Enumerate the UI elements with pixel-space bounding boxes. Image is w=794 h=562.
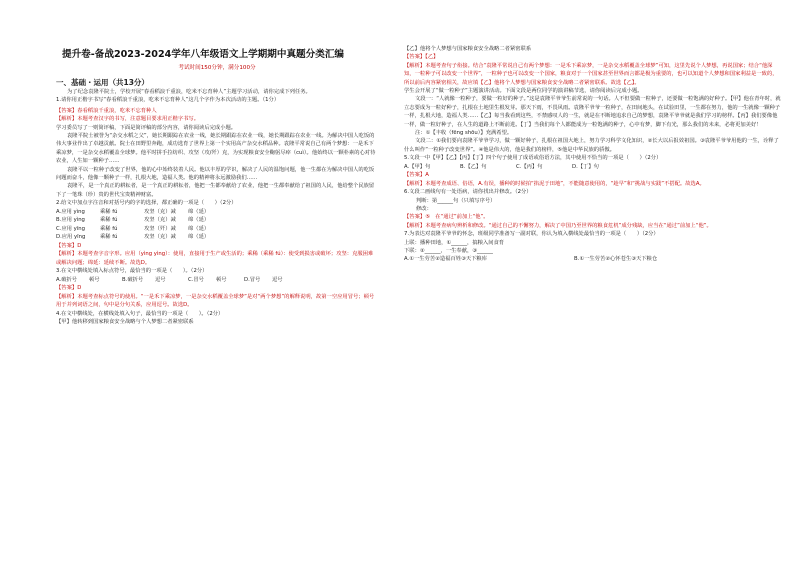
q5-option-text: D.【丁】句 bbox=[572, 163, 599, 170]
q2-option-text: A.应用 yìng bbox=[56, 208, 85, 215]
q5-option-text: B.【乙】句 bbox=[460, 163, 487, 170]
q4-option-text: 【乙】他将个人梦想与国家粮食安全战略二者紧密联系 bbox=[404, 46, 532, 52]
reading-intro: 学习委员写了一则简评稿，下面是简评稿的部分内容，请你阅读后完成小题。 bbox=[56, 124, 237, 131]
q3-option-text: 顿号 bbox=[216, 276, 227, 283]
answer-3: 【答案】D bbox=[56, 285, 82, 292]
q6-fix-line: 修改： bbox=[416, 205, 432, 212]
q3-option-text: 逗号 bbox=[272, 276, 283, 283]
q2-option-row bbox=[56, 216, 378, 225]
question-6: 6.文段二画线句有一处语病，请你找出并修改。（2分） bbox=[404, 189, 532, 196]
left-column bbox=[0, 0, 388, 562]
passage-para-3: 袁隆平，是一个真正的耕耘者，是一个真正的耕耘者，他把一生都奉献给了农业，他把一生都奉献给了祖国的人民，他给整个民族留下了一笔珠（珍）贵的世代宝贵精神财富。 bbox=[56, 183, 375, 198]
q3-option-text: 顿号 bbox=[89, 276, 100, 283]
speech-text-1: 文段一：“人就像一粒种子，要做一粒好的种子。”这是袁隆平爷爷生前常说的一句话。人不但要做一粒种子，还要做一粒饱满的好种子。【甲】他在青年时，就立志要成为一粒好种子，扎根在土地里生根发芽。那天下雨，不畏风雨。袁隆平爷爷一粒种子，在田间地头，在试验田里，一生都在努力，他的一生就像一颗种子一样，扎根大地，造福人类……【乙】每当我看到这些，不禁感叹人的一生，就是在不断地追求自己的梦想，袁隆平爷爷就是我们学习的榜样。【丙】我们要像他一样，做一粒好种子，在人生的道路上不断前进。【丁】当我们每个人都能成为一粒饱满的种子，心中有梦，脚下有光，那么我们的未来，必将更加美好！ bbox=[404, 96, 781, 128]
question-4: 4.在文中横线处，在横线处填入句子，最恰当的一项是（ ）。（2分） bbox=[56, 310, 224, 317]
q7-option-row bbox=[404, 255, 782, 264]
passage-para-1: 袁隆平院士被誉为“杂交水稻之父”，她长期跟踪在农业一线，她长期跟踪在农业一线，她长期跟踪在农业一线。为解决中国人吃饭的伟大事业作出了卓越贡献。院士在田野里奔跑，成功选育了世界上第一个实用高产杂交水稻品种。袁隆平常说自己有两个梦想：一是禾下乘凉梦，一是杂交水稻覆盖全球梦。他平时拼手拉纺织、攻坚（攻/歼）克，为实现粮食安全鞠躬尽瘁（cuì）。他始终以一颗朴素的心对待农业，人生如一颗种子…… bbox=[56, 133, 376, 165]
answer-5: 【答案】A bbox=[404, 172, 429, 179]
q7-option-text: B.①一生劳苦②心怀苍生③天下粮仓 bbox=[574, 256, 658, 263]
analysis-2: 【解析】本题考查字音字形。应用（yìng yìng）：使用，直接用于生产或生活的；乘稀（乘稀 fú）：使受到损害或破坏；攻坚：克服困难或解决问题；绵延：延续不断。故选D。 bbox=[56, 251, 374, 266]
q3-option-text: B.破折号 bbox=[122, 276, 144, 283]
q3-option-text: A.破折号 bbox=[56, 276, 78, 283]
couplet-lower: 下联：②______，一生奉献，③______ bbox=[404, 247, 493, 254]
q3-option-text: C.冒号 bbox=[188, 276, 204, 283]
question-7: 7.为表达对袁隆平爷爷的怀念，班级同学准备写一副对联，你认为填入横线处最恰当的一项是（ ）（2分） bbox=[404, 231, 659, 238]
q3-option-row bbox=[56, 276, 378, 285]
analysis-1: 【解析】本题考查汉字的书写，注意题目要求用正楷字书写。 bbox=[56, 116, 200, 123]
q2-option-text: 攻坚（歼）减 bbox=[144, 225, 176, 232]
q6-judge-line: 判断：第______句（只填写序号） bbox=[416, 197, 496, 204]
question-3: 3.在文中横线处填入标点符号，最恰当的一项是（ ）。（2分） bbox=[56, 268, 208, 275]
passage-para-2: 袁隆平以一粒种子改变了世界，他的心中始终装着人民。他以丰厚的学识，解决了人民的温饱问题，他一生都在为解决中国人的吃饭问题而奋斗，他像一颗种子一样，扎根大地，造福人类。他的精神将永远激励我们…… bbox=[56, 166, 375, 182]
q2-option-text: 攻坚（克）减 bbox=[144, 234, 176, 241]
right-column bbox=[402, 0, 790, 562]
answer-1: 【答案】春看稻浪千重浪，吃米不忘育种人 bbox=[56, 107, 157, 114]
analysis-6: 【解析】本题考查病句辨析和修改。“通过自己的不懈努力，解决了中国乃至世界的粮食危机”成分残缺，应当在“通过”前加上“他”。 bbox=[404, 222, 712, 229]
speech-text-2: 文段二：①我们要向袁隆平爷爷学习，做一颗好种子，扎根在祖国大地上，努力学习科学文化知识，②长大以后报效祖国。③袁隆平爷爷用他的一生，诠释了什么叫作“一粒种子改变世界”。④他是伟大的，他是我们的榜样，⑤他是中华民族的骄傲。 bbox=[404, 138, 779, 153]
q2-option-text: D.应用 yīng bbox=[56, 234, 86, 241]
analysis-3: 【解析】本题考查标点符号的使用。“一是禾下乘凉梦，一是杂交水稻覆盖全球梦”是对“两个梦想”的解释说明，故第一空应用冒号；顿号用于并列词语之间，句中是分句关系，应用逗号。故选D。 bbox=[56, 293, 375, 309]
q2-option-text: B.应用 yìng bbox=[56, 217, 85, 224]
question-1: 1.请你用正楷字书写“春看稻浪千重浪，吃米不忘育种人”这几个字作为本次活动的主题。（1分） bbox=[56, 97, 280, 104]
answer-4: 【答案】【乙】 bbox=[404, 54, 439, 61]
couplet-upper: 上联：播种田地，①______，搞粮入间食育 bbox=[404, 239, 505, 246]
document-title: 提升卷-备战2023-2024学年八年级语文上学期期中真题分类汇编 bbox=[62, 49, 345, 60]
q3-option-text: D.冒号 bbox=[244, 276, 261, 283]
reading-intro-2: 学生会开展了“做一粒种子”主题演讲活动。下面文段是两位同学的演讲稿节选，请你阅读后完成小题。 bbox=[404, 88, 643, 95]
question-2: 2.给文中加点字注音和对括号内的字的选择，都正确的一项是（ ）（2分） bbox=[56, 200, 237, 207]
speech-note: 注：①【丰收（fēng shōu）】充满希望。 bbox=[415, 130, 513, 137]
answer-6: 【答案】⑤ 在“通过”前加上“他”。 bbox=[404, 214, 489, 221]
q3-option-text: 逗号 bbox=[155, 276, 166, 283]
q2-option-text: 乘稀 fú bbox=[100, 208, 118, 215]
q2-option-row bbox=[56, 233, 378, 242]
q5-option-row bbox=[404, 163, 782, 172]
q2-option-text: 乘稀 fú bbox=[100, 225, 118, 232]
q2-option-text: 绵（延） bbox=[188, 217, 210, 224]
q2-option-row bbox=[56, 225, 378, 234]
intro-text: 为了纪念袁隆平院士，学校开展“春看稻浪千重浪，吃米不忘育种人”主题学习活动，请你完成下列任务。 bbox=[67, 89, 311, 95]
q7-option-text: A.①一生劳苦②造福百姓③天下粮库 bbox=[404, 256, 488, 263]
q2-option-text: 绵（延） bbox=[188, 225, 210, 232]
exam-info: 考试时间150分钟，满分100分 bbox=[178, 65, 256, 71]
q2-option-text: 攻坚（克）减 bbox=[144, 217, 176, 224]
analysis-5: 【解析】本题考查成语、俗语，A.有误，播种的时候拍“掐泥于田地”，不能随意使用的，“趁早”和“挑战与实践”不搭配。故选A。 bbox=[404, 180, 705, 187]
q2-option-text: 绵（延） bbox=[188, 208, 210, 215]
q2-option-text: 乘稀 fú bbox=[100, 217, 118, 224]
q4-option-text: 【甲】他转移到国家粮食安全战略与个人梦想二者紧密联系 bbox=[56, 318, 194, 325]
q2-option-row bbox=[56, 208, 378, 217]
q2-option-text: 绵（延） bbox=[188, 234, 210, 241]
q2-option-text: C.应用 yīng bbox=[56, 225, 85, 232]
q2-option-text: 攻坚（克）减 bbox=[144, 208, 176, 215]
analysis-4: 【解析】本题考查句子衔接。结合“袁隆平常说自己有两个梦想：一是禾下乘凉梦，一是杂交水稻覆盖全球梦”可知，这里先说个人梦想，再说国家；结合“他深知，一粒种子可以改变一个世界”，一粒种子也可以改变一个国家，粮食对于一个国家甚至世界而言都是极为重要的，也可以知道个人梦想和国家利益是一致的，所以前后内容紧密相关，故应填【乙】他将个人梦想与国家粮食安全战略二者紧密联系。故选【乙】。 bbox=[404, 62, 778, 86]
section-heading: 一、基础・运用（共13分） bbox=[56, 78, 149, 87]
q5-option-text: A.【甲】句 bbox=[404, 163, 431, 170]
answer-2: 【答案】D bbox=[56, 243, 82, 250]
q5-option-text: C.【丙】句 bbox=[516, 163, 543, 170]
question-5: 5.文段一中【甲】【乙】【丙】【丁】四个句子使用了成语或俗语方法，其中使用不恰当的一项是（ ）（2分） bbox=[404, 155, 662, 162]
q2-option-text: 乘稀 fú bbox=[100, 234, 118, 241]
